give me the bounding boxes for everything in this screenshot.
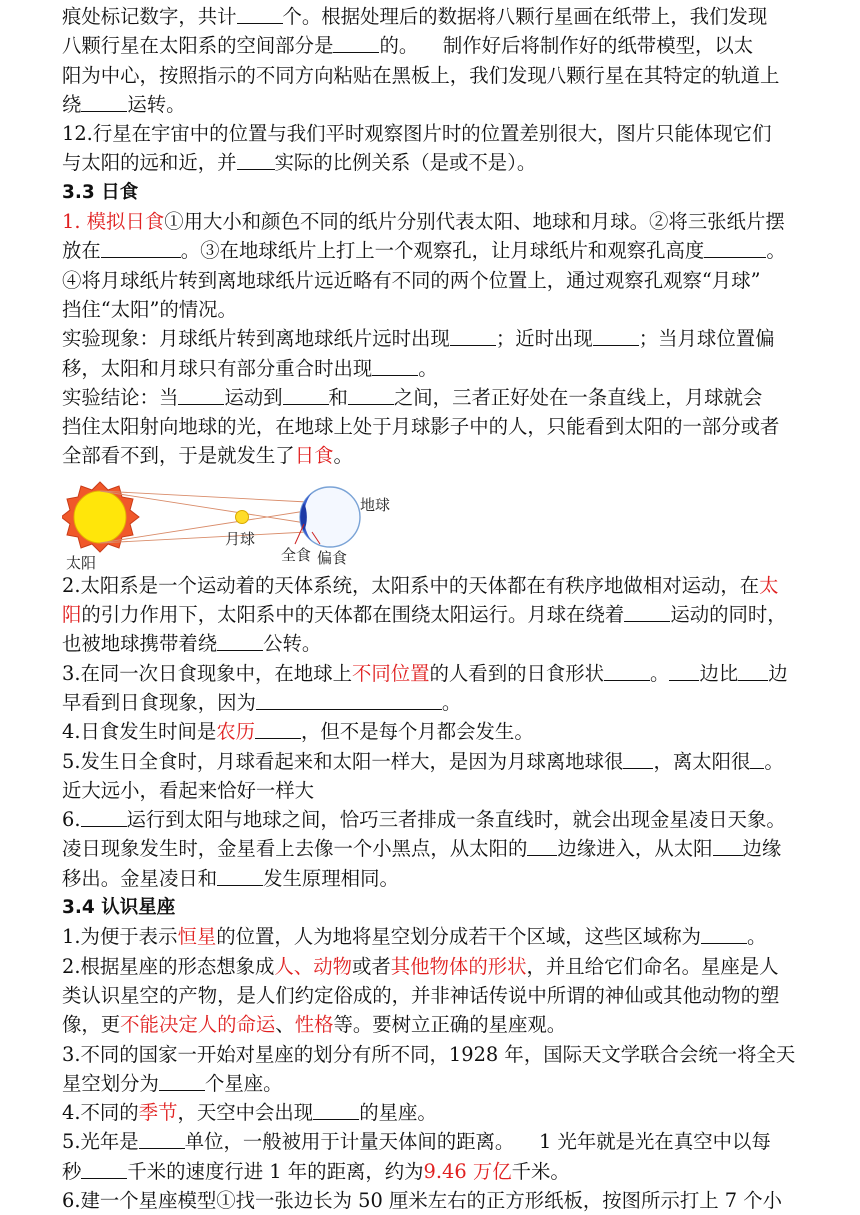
text-line: 八颗行星在太阳系的空间部分是 的。 制作好后将制作好的纸带模型，以太 xyxy=(62,34,754,58)
text-line: 3.不同的国家一开始对星座的划分有所不同，1928 年，国际天文学联合会统一将全天 xyxy=(62,1042,796,1066)
answer-blank[interactable] xyxy=(704,239,766,258)
answer-blank[interactable] xyxy=(237,5,283,24)
text-line: 秒 千米的速度行进 1 年的距离，约为9.46 万亿千米。 xyxy=(62,1159,570,1183)
text-line: 阳为中心，按照指示的不同方向粘贴在黑板上，我们发现八颗行星在其特定的轨道上 xyxy=(62,63,780,87)
answer-blank[interactable] xyxy=(713,837,743,856)
answer-blank[interactable] xyxy=(313,1101,359,1120)
answer-blank[interactable] xyxy=(669,662,699,681)
text-line: 痕处标记数字，共计 个。根据处理后的数据将八颗行星画在纸带上，我们发现 xyxy=(62,5,768,28)
moon-label: 月球 xyxy=(225,530,256,548)
text-line: 4.不同的季节，天空中会出现 的星座。 xyxy=(62,1101,437,1125)
answer-blank[interactable] xyxy=(256,691,442,710)
text-line: 移，太阳和月球只有部分重合时出现 。 xyxy=(62,356,438,380)
text-line: 移出。金星凌日和 发生原理相同。 xyxy=(62,866,399,890)
answer-blank[interactable] xyxy=(624,603,670,622)
answer-blank[interactable] xyxy=(348,386,394,405)
answer-blank[interactable] xyxy=(81,808,127,827)
text-line: 与太阳的远和近，并 实际的比例关系（是或不是）。 xyxy=(62,151,537,175)
text-line: 绕 运转。 xyxy=(62,92,186,116)
answer-blank[interactable] xyxy=(738,662,768,681)
total-eclipse-label: 全食 xyxy=(281,546,312,564)
answer-blank[interactable] xyxy=(139,1130,185,1149)
text-line: ④将月球纸片转到离地球纸片远近略有不同的两个位置上，通过观察孔观察“月球” xyxy=(62,268,761,292)
text-line: 2.根据星座的形态想象成人、动物或者其他物体的形状，并且给它们命名。星座是人 xyxy=(62,954,779,978)
text-line: 1.为便于表示恒星的位置，人为地将星空划分成若干个区域，这些区域称为 。 xyxy=(62,925,767,949)
answer-blank[interactable] xyxy=(604,662,650,681)
text-line: 类认识星空的产物，是人们约定俗成的，并非神话传说中所谓的神仙或其他动物的塑 xyxy=(62,983,780,1007)
answer-blank[interactable] xyxy=(623,750,653,769)
text-line: 2.太阳系是一个运动着的天体系统，太阳系中的天体都在有秩序地做相对运动，在太 xyxy=(62,573,779,597)
text-line: 1. 模拟日食①用大小和颜色不同的纸片分别代表太阳、地球和月球。②将三张纸片摆 xyxy=(62,210,785,234)
answer-blank[interactable] xyxy=(159,1072,205,1091)
answer-blank[interactable] xyxy=(178,386,224,405)
text-line: 也被地球携带着绕 公转。 xyxy=(62,632,322,656)
answer-blank[interactable] xyxy=(101,239,181,258)
answer-blank[interactable] xyxy=(527,837,557,856)
answer-blank[interactable] xyxy=(81,1160,127,1179)
section-heading: 3.4 认识星座 xyxy=(62,897,176,919)
moon-icon xyxy=(236,511,249,524)
answer-blank[interactable] xyxy=(217,867,263,886)
text-line: 实验现象：月球纸片转到离地球纸片远时出现 ；近时出现 ；当月球位置偏 xyxy=(62,327,775,351)
text-line: 6. 运行到太阳与地球之间，恰巧三者排成一条直线时，就会出现金星凌日天象。 xyxy=(62,808,786,832)
solar-eclipse-diagram xyxy=(62,480,402,570)
sun-label: 太阳 xyxy=(66,554,97,570)
text-line: 5.光年是 单位，一般被用于计量天体间的距离。 1 光年就是光在真空中以每 xyxy=(62,1130,771,1154)
answer-blank[interactable] xyxy=(217,632,263,651)
answer-blank[interactable] xyxy=(701,925,747,944)
text-line: 6.建一个星座模型①找一张边长为 50 厘米左右的正方形纸板，按图所示打上 7 个小 xyxy=(62,1188,783,1212)
earth-label: 地球 xyxy=(360,496,391,514)
text-line: 12.行星在宇宙中的位置与我们平时观察图片时的位置差别很大，图片只能体现它们 xyxy=(62,122,772,146)
text-line: 星空划分为 个星座。 xyxy=(62,1071,283,1095)
answer-blank[interactable] xyxy=(750,750,764,769)
answer-blank[interactable] xyxy=(593,327,639,346)
text-line: 早看到日食现象，因为 。 xyxy=(62,690,462,714)
text-line: 放在 。③在地球纸片上打上一个观察孔，让月球纸片和观察孔高度 。 xyxy=(62,239,786,263)
text-line: 实验结论：当 运动到 和 之间，三者正好处在一条直线上，月球就会 xyxy=(62,385,763,409)
text-line: 近大远小，看起来恰好一样大 xyxy=(62,778,315,802)
worksheet-page xyxy=(62,0,807,1215)
text-line: 4.日食发生时间是农历 ，但不是每个月都会发生。 xyxy=(62,720,534,744)
answer-blank[interactable] xyxy=(372,357,418,376)
text-line: 阳的引力作用下，太阳系中的天体都在围绕太阳运行。月球在绕着 运动的同时， xyxy=(62,603,787,627)
partial-eclipse-label: 偏食 xyxy=(317,549,348,567)
text-line: 像，更不能决定人的命运、性格等。要树立正确的星座观。 xyxy=(62,1013,567,1037)
text-line: 5.发生日全食时，月球看起来和太阳一样大，是因为月球离地球很 ，离太阳很 。 xyxy=(62,749,784,773)
text-line: 3.在同一次日食现象中，在地球上不同位置的人看到的日食形状 。 边比 边 xyxy=(62,661,788,685)
answer-blank[interactable] xyxy=(81,93,127,112)
text-line: 凌日现象发生时，金星看上去像一个小黑点，从太阳的 边缘进入，从太阳 边缘 xyxy=(62,837,782,861)
answer-blank[interactable] xyxy=(333,34,379,53)
text-line: 全部看不到，于是就发生了日食。 xyxy=(62,444,353,468)
answer-blank[interactable] xyxy=(450,327,496,346)
total-eclipse-pointer xyxy=(295,524,304,544)
answer-blank[interactable] xyxy=(283,386,329,405)
section-heading: 3.3 日食 xyxy=(62,181,139,203)
text-line: 挡住太阳射向地球的光，在地球上处于月球影子中的人，只能看到太阳的一部分或者 xyxy=(62,415,780,439)
answer-blank[interactable] xyxy=(237,151,275,170)
text-line: 挡住“太阳”的情况。 xyxy=(62,297,237,321)
answer-blank[interactable] xyxy=(255,720,301,739)
earth-icon xyxy=(300,487,360,547)
